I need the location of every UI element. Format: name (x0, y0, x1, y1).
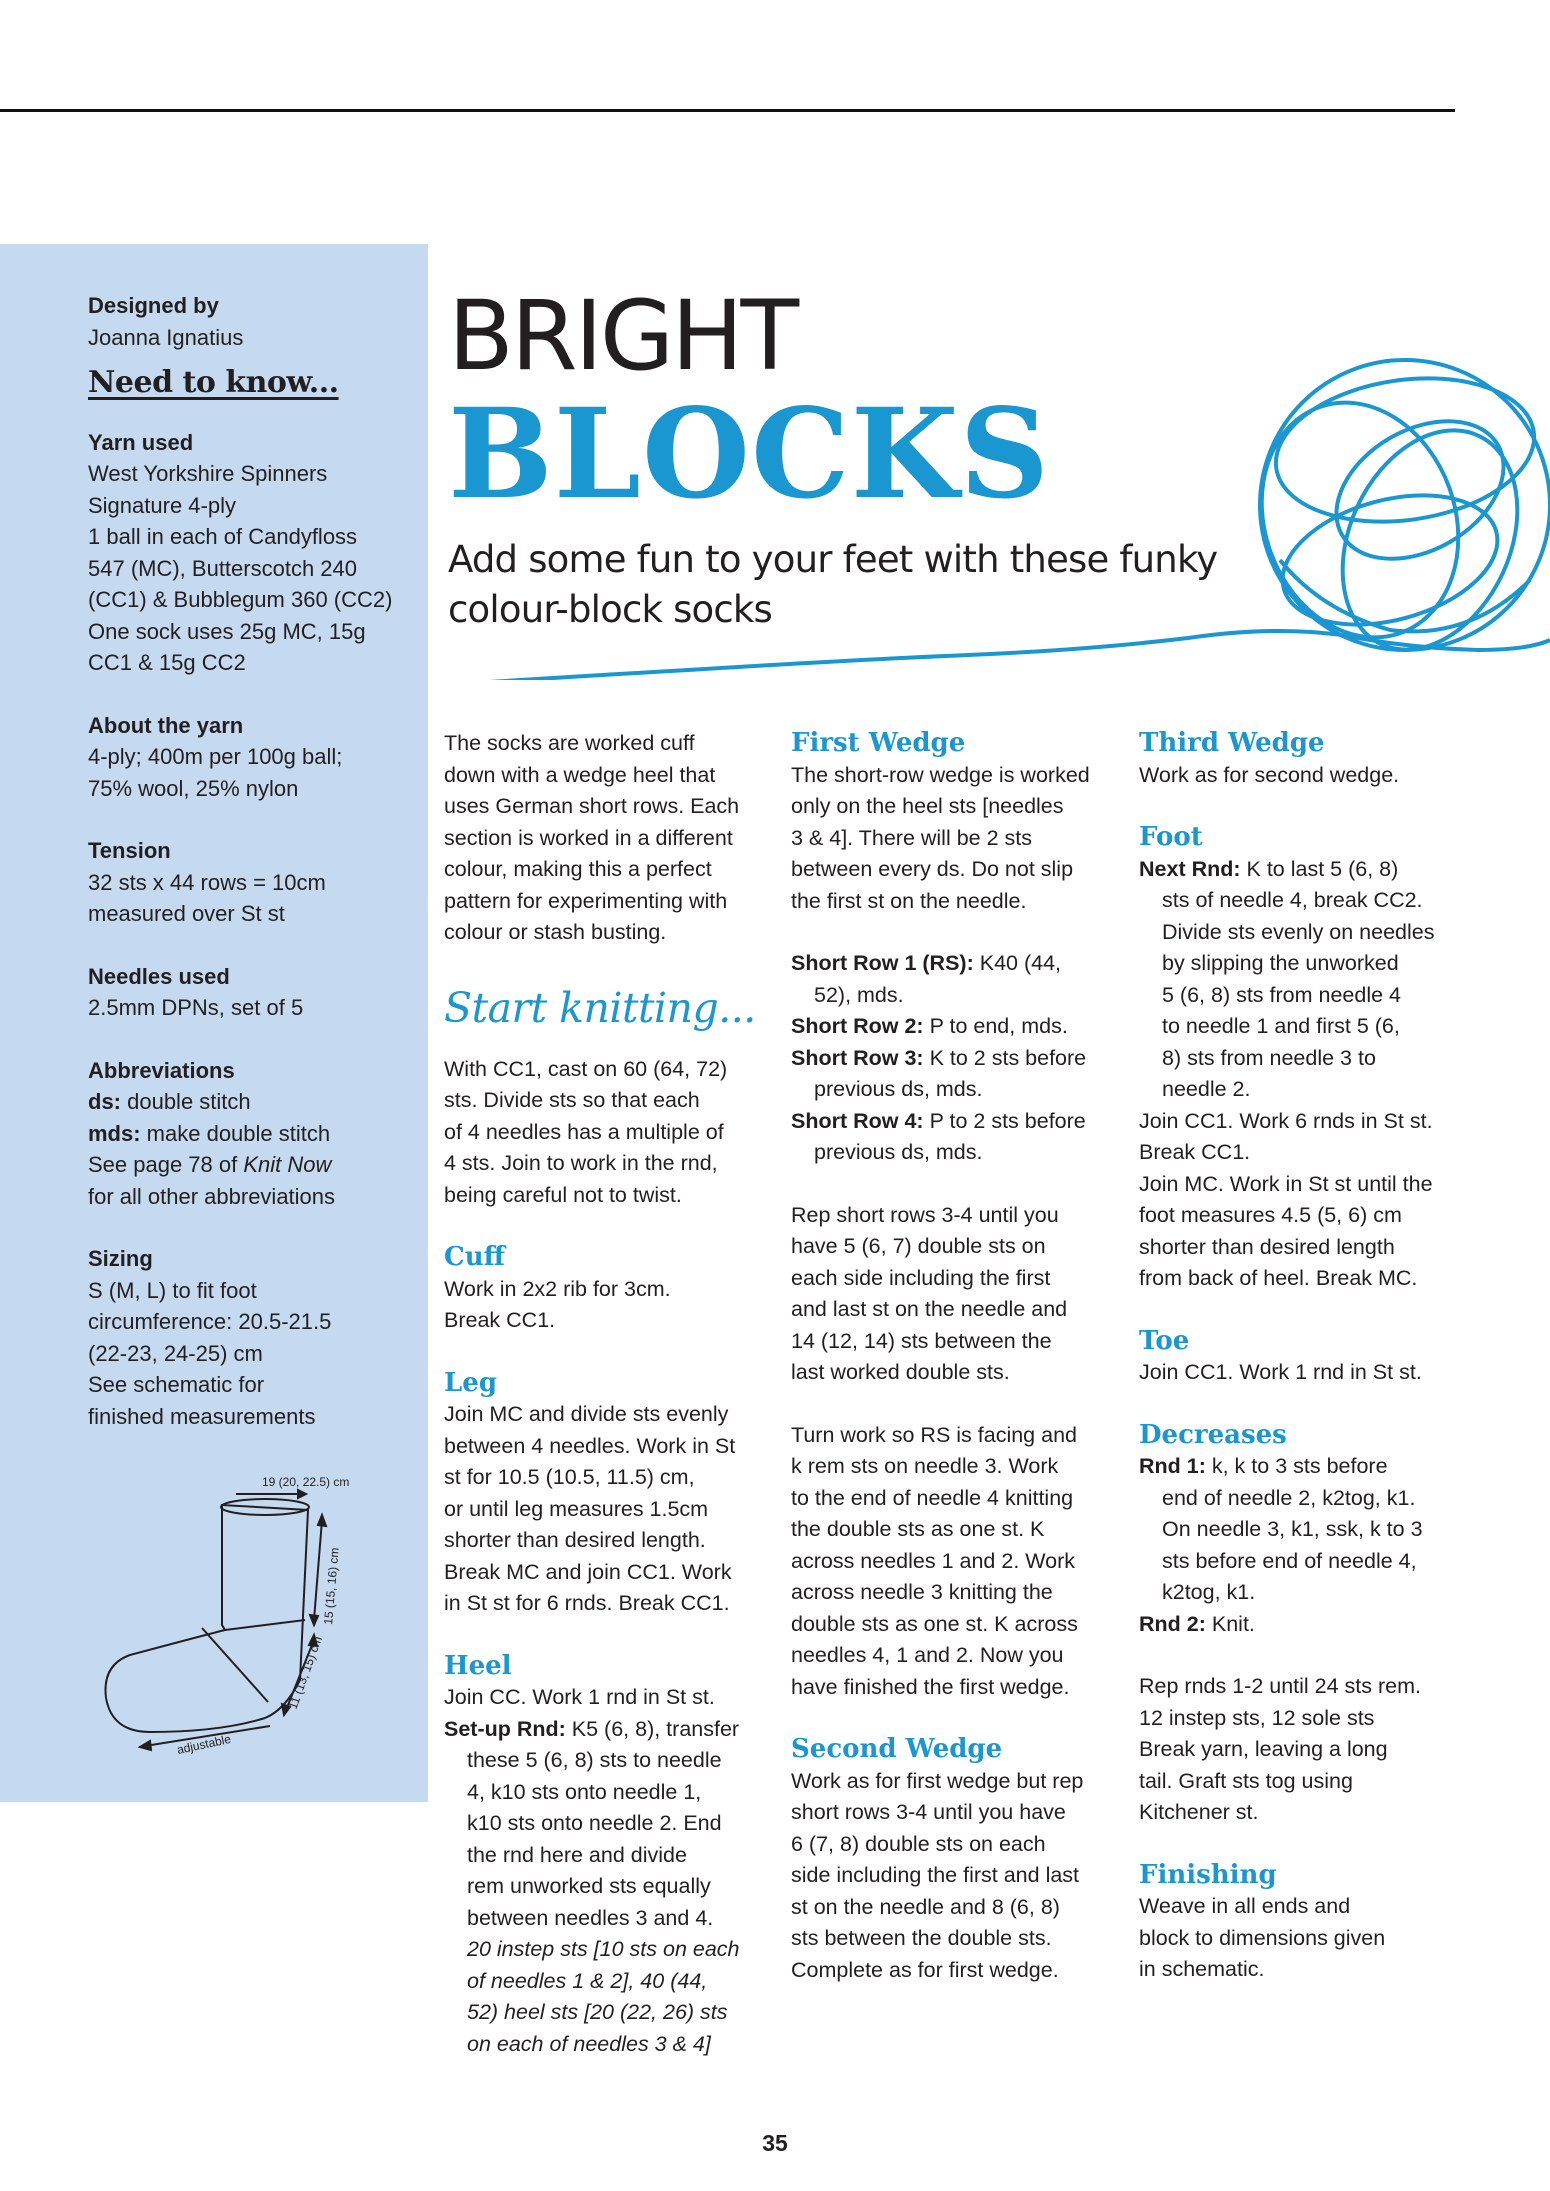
abbreviations-section (88, 1055, 418, 1213)
text-line: to needle 1 and first 5 (6, (1162, 1014, 1400, 1038)
needles-label: Needles used (88, 963, 230, 989)
cast-on-paragraph (444, 1054, 774, 1212)
text-span: K5 (6, 8), transfer (565, 1716, 740, 1741)
title-line-2: BLOCKS (448, 382, 1051, 527)
text-line: (22-23, 24-25) cm (88, 1340, 263, 1366)
schematic-foot-label: adjustable (175, 1731, 233, 1757)
text-line: Break CC1. (444, 1308, 556, 1332)
text-line: block to dimensions given (1139, 1925, 1386, 1950)
finishing-paragraph (1139, 1891, 1469, 1986)
page-number: 35 (762, 2130, 788, 2156)
needles-section (88, 961, 418, 1024)
text-line: 4, k10 sts onto needle 1, (467, 1779, 702, 1804)
text-line: or until leg measures 1.5cm (444, 1496, 709, 1521)
text-line: circumference: 20.5-21.5 (88, 1309, 332, 1334)
text-line: Work as for second wedge. (1139, 762, 1400, 787)
text-line: sts. Divide sts so that each (444, 1088, 700, 1112)
text-line: S (M, L) to fit foot (88, 1277, 257, 1303)
text-line: Join MC and divide sts evenly (444, 1402, 729, 1426)
text-line: by slipping the unworked (1162, 951, 1399, 975)
text-line: On needle 3, k1, ssk, k to 3 (1162, 1517, 1423, 1541)
heel-heading: Heel (444, 1650, 512, 1681)
arrow-head (298, 1490, 306, 1498)
repeat-paragraph (791, 1200, 1121, 1389)
title-line-1: BRIGHT (448, 280, 797, 392)
magazine-name: Knit Now (243, 1152, 332, 1177)
text-line: West Yorkshire Spinners (88, 461, 328, 486)
text-line: section is worked in a different (444, 825, 733, 850)
text-line: CC1 & 15g CC2 (88, 650, 246, 675)
tension-section (88, 835, 418, 930)
text-line: to the end of needle 4 knitting (791, 1485, 1074, 1510)
text-line: sts of needle 4, break CC2. (1162, 888, 1423, 912)
text-line: See schematic for (88, 1372, 265, 1397)
text-line: Join MC. Work in St st until the (1139, 1171, 1433, 1196)
text-line: of 4 needles has a multiple of (444, 1119, 724, 1144)
text-line: double sts as one st. K across (791, 1611, 1078, 1636)
text-line: k10 sts onto needle 2. End (467, 1811, 722, 1835)
text-line: 4 sts. Join to work in the rnd, (444, 1151, 718, 1175)
text-line: 547 (MC), Butterscotch 240 (88, 555, 358, 581)
foot-heading: Foot (1139, 822, 1203, 852)
subtitle-line: Add some fun to your feet with these funky (448, 538, 1218, 581)
abbrev-ds (88, 1086, 418, 1118)
text-line: 20 instep sts [10 sts on each (467, 1937, 740, 1961)
tension-label: Tension (88, 838, 171, 863)
abbrev-value: double stitch (121, 1089, 251, 1114)
sizing-section (88, 1243, 418, 1432)
text-line: k rem sts on needle 3. Work (791, 1454, 1059, 1478)
text-line: 12 instep sts, 12 sole sts (1139, 1705, 1375, 1730)
round-2 (1139, 1609, 1469, 1641)
wave-divider (428, 620, 1550, 680)
text-line: Kitchener st. (1139, 1800, 1259, 1824)
abbrev-key: ds: (88, 1089, 121, 1114)
text-line: needle 2. (1162, 1077, 1251, 1101)
sock-outline (106, 1505, 309, 1732)
text-line: down with a wedge heel that (444, 762, 716, 787)
text-line: 4-ply; 400m per 100g ball; (88, 744, 343, 769)
text-line: needles 4, 1 and 2. Now you (791, 1643, 1064, 1667)
column-1 (444, 728, 774, 2060)
text-line: Rep short rows 3-4 until you (791, 1202, 1059, 1227)
text-line: 6 (7, 8) double sts on each (791, 1831, 1046, 1856)
text-span: k, k to 3 sts before (1205, 1454, 1388, 1478)
text-line: 2.5mm DPNs, set of 5 (88, 995, 304, 1020)
text-line: Rep rnds 1-2 until 24 sts rem. (1139, 1674, 1422, 1698)
text-line: The socks are worked cuff (444, 731, 695, 755)
text-line: in schematic. (1139, 1957, 1265, 1981)
heel-line (225, 1620, 305, 1630)
designer-name: Joanna Ignatius (88, 324, 244, 350)
text-line: k2tog, k1. (1162, 1580, 1256, 1604)
text-line: in St st for 6 rnds. Break CC1. (444, 1591, 730, 1615)
text-span: K to 2 sts before (923, 1045, 1087, 1070)
text-line: foot measures 4.5 (5, 6) cm (1139, 1203, 1402, 1227)
text-span: Knit. (1205, 1611, 1255, 1636)
row-label: Short Row 2: (791, 1014, 924, 1038)
text-line: side including the first and last (791, 1863, 1080, 1887)
abbrev-value: make double stitch (140, 1120, 331, 1146)
decreases-heading: Decreases (1139, 1419, 1287, 1450)
text-span: previous ds, mds. (814, 1140, 983, 1164)
text-line: have finished the first wedge. (791, 1674, 1070, 1699)
sidebar-content (88, 290, 418, 1463)
text-line: only on the heel sts [needles (791, 794, 1064, 818)
about-yarn-section (88, 710, 418, 805)
arrow-head (318, 1515, 326, 1526)
text-line: 5 (6, 8) sts from needle 4 (1162, 982, 1401, 1007)
text-line: Work in 2x2 rib for 3cm. (444, 1276, 671, 1301)
text-line: Signature 4-ply (88, 492, 236, 518)
text-line: (CC1) & Bubblegum 360 (CC2) (88, 587, 393, 612)
text-span: P to 2 sts before (923, 1108, 1086, 1133)
cuff-paragraph (444, 1274, 774, 1337)
intro-paragraph (444, 728, 774, 949)
foot-paragraph (1139, 1106, 1469, 1295)
row-label: Rnd 2: (1139, 1611, 1206, 1636)
turn-paragraph (791, 1420, 1121, 1704)
row-label: Next Rnd: (1139, 856, 1241, 881)
text-line: One sock uses 25g MC, 15g (88, 618, 366, 644)
text-line: between needles 3 and 4. (467, 1905, 714, 1930)
leg-paragraph (444, 1399, 774, 1620)
text-line: end of needle 2, k2tog, k1. (1162, 1485, 1416, 1510)
toe-paragraph (1139, 1357, 1469, 1389)
text-line: 32 sts x 44 rows = 10cm (88, 869, 326, 895)
text-line: Join CC1. Work 1 rnd in St st. (1139, 1360, 1422, 1384)
row-label: Short Row 1 (RS): (791, 951, 974, 975)
text-line: across needle 3 knitting the (791, 1580, 1053, 1604)
text-line: 75% wool, 25% nylon (88, 775, 299, 801)
text-line: The short-row wedge is worked (791, 762, 1090, 787)
text-line: last worked double sts. (791, 1360, 1010, 1384)
abbrev-key: mds: (88, 1120, 141, 1146)
third-wedge-paragraph (1139, 760, 1469, 792)
text-line: With CC1, cast on 60 (64, 72) (444, 1056, 728, 1081)
designed-by-label: Designed by (88, 293, 219, 318)
need-to-know-heading: Need to know... (88, 365, 339, 400)
column-2 (791, 728, 1121, 2017)
repeat-paragraph (1139, 1671, 1469, 1829)
text-line: Break yarn, leaving a long (1139, 1737, 1388, 1761)
text-line: Complete as for first wedge. (791, 1957, 1059, 1982)
text-line: sts between the double sts. (791, 1926, 1052, 1950)
text-line: between 4 needles. Work in St (444, 1433, 736, 1458)
setup-round (444, 1714, 774, 2061)
row-label: Short Row 4: (791, 1108, 924, 1133)
text-line: Join CC. Work 1 rnd in St st. (444, 1685, 715, 1709)
first-wedge-paragraph (791, 760, 1121, 918)
row-label: Short Row 3: (791, 1045, 924, 1070)
subtitle-line: colour-block socks (448, 588, 773, 631)
text-line: uses German short rows. Each (444, 794, 740, 818)
first-wedge-heading: First Wedge (791, 728, 966, 758)
text-line: shorter than desired length (1139, 1234, 1395, 1259)
abbreviations-label: Abbreviations (88, 1057, 235, 1083)
text-line: st for 10.5 (10.5, 11.5) cm, (444, 1465, 695, 1489)
schematic-top-label: 19 (20, 22.5) cm (262, 1475, 350, 1489)
schematic-instep-label: 11 (13, 15) cm (285, 1634, 325, 1712)
text-line: 3 & 4]. There will be 2 sts (791, 825, 1032, 850)
arrow-head (310, 1615, 318, 1625)
text-line: the rnd here and divide (467, 1842, 687, 1867)
text-line: the double sts as one st. K (791, 1517, 1045, 1541)
setup-label: Set-up Rnd: (444, 1716, 566, 1741)
text-line: of needles 1 & 2], 40 (44, (467, 1968, 708, 1993)
text-line: pattern for experimenting with (444, 888, 728, 913)
text-line: on each of needles 3 & 4] (467, 2031, 711, 2056)
text-line: across needles 1 and 2. Work (791, 1548, 1076, 1573)
text-line: rem unworked sts equally (467, 1874, 711, 1898)
column-3 (1139, 728, 1469, 2017)
text-line: Join CC1. Work 6 rnds in St st. (1139, 1108, 1433, 1133)
second-wedge-heading: Second Wedge (791, 1734, 1003, 1764)
text-line: 52) heel sts [20 (22, 26) sts (467, 2000, 728, 2024)
text-line: shorter than desired length. (444, 1528, 706, 1552)
text-line: for all other abbreviations (88, 1183, 336, 1209)
text-line: sts before end of needle 4, (1162, 1548, 1417, 1573)
text-line: measured over St st (88, 901, 285, 926)
text-line: Work as for first wedge but rep (791, 1768, 1084, 1793)
heel-line (202, 1628, 268, 1702)
text-span: K40 (44, (973, 951, 1061, 975)
text-line: tail. Graft sts tog using (1139, 1768, 1353, 1793)
text-line: the first st on the needle. (791, 888, 1027, 913)
yarn-label: Yarn used (88, 429, 194, 455)
text-line: st on the needle and 8 (6, 8) (791, 1894, 1060, 1919)
next-round (1139, 854, 1469, 1106)
text-line: colour or stash busting. (444, 920, 667, 944)
text-line: 14 (12, 14) sts between the (791, 1328, 1052, 1353)
sizing-label: Sizing (88, 1246, 153, 1271)
text-line: 8) sts from needle 3 to (1162, 1045, 1376, 1070)
text-line: each side including the first (791, 1265, 1051, 1290)
second-wedge-paragraph (791, 1766, 1121, 1987)
top-rule (0, 109, 1455, 112)
text-line: have 5 (6, 7) double sts on (791, 1234, 1046, 1258)
text-span: P to end, mds. (923, 1014, 1068, 1038)
text-line: Break CC1. (1139, 1140, 1251, 1164)
text-line: from back of heel. Break MC. (1139, 1266, 1418, 1290)
text-span: See page 78 of (88, 1152, 244, 1177)
cuff-heading: Cuff (444, 1242, 505, 1272)
text-line: Weave in all ends and (1139, 1894, 1351, 1918)
text-line: between every ds. Do not slip (791, 857, 1074, 881)
text-line: and last st on the needle and (791, 1297, 1068, 1321)
text-line: Break MC and join CC1. Work (444, 1559, 732, 1584)
schematic-leg-label: 15 (15, 16) cm (321, 1546, 342, 1626)
yarn-section (88, 427, 418, 679)
text-line: short rows 3-4 until you have (791, 1800, 1066, 1824)
text-span: previous ds, mds. (814, 1077, 983, 1101)
leg-heading: Leg (444, 1367, 498, 1398)
round-1 (1139, 1451, 1469, 1609)
sock-schematic (100, 1470, 380, 1770)
row-label: Rnd 1: (1139, 1454, 1206, 1478)
text-line: being careful not to twist. (444, 1182, 682, 1207)
toe-heading: Toe (1139, 1325, 1190, 1356)
text-line: these 5 (6, 8) sts to needle (467, 1748, 722, 1772)
start-knitting-heading: Start knitting... (444, 983, 756, 1032)
abbrev-see-page (88, 1149, 418, 1181)
finishing-heading: Finishing (1139, 1859, 1277, 1890)
measure-arrow (314, 1520, 322, 1620)
text-line: Turn work so RS is facing and (791, 1422, 1077, 1447)
text-span: 52), mds. (814, 982, 904, 1007)
arrow-head (140, 1741, 151, 1750)
text-line: finished measurements (88, 1403, 316, 1429)
text-span: K to last 5 (6, 8) (1240, 856, 1399, 881)
short-rows (791, 948, 1121, 1169)
third-wedge-heading: Third Wedge (1139, 728, 1325, 758)
text-line: 1 ball in each of Candyfloss (88, 524, 358, 549)
text-line: colour, making this a perfect (444, 857, 712, 881)
about-yarn-label: About the yarn (88, 712, 244, 738)
abbrev-mds (88, 1118, 418, 1150)
text-line: Divide sts evenly on needles (1162, 919, 1435, 944)
